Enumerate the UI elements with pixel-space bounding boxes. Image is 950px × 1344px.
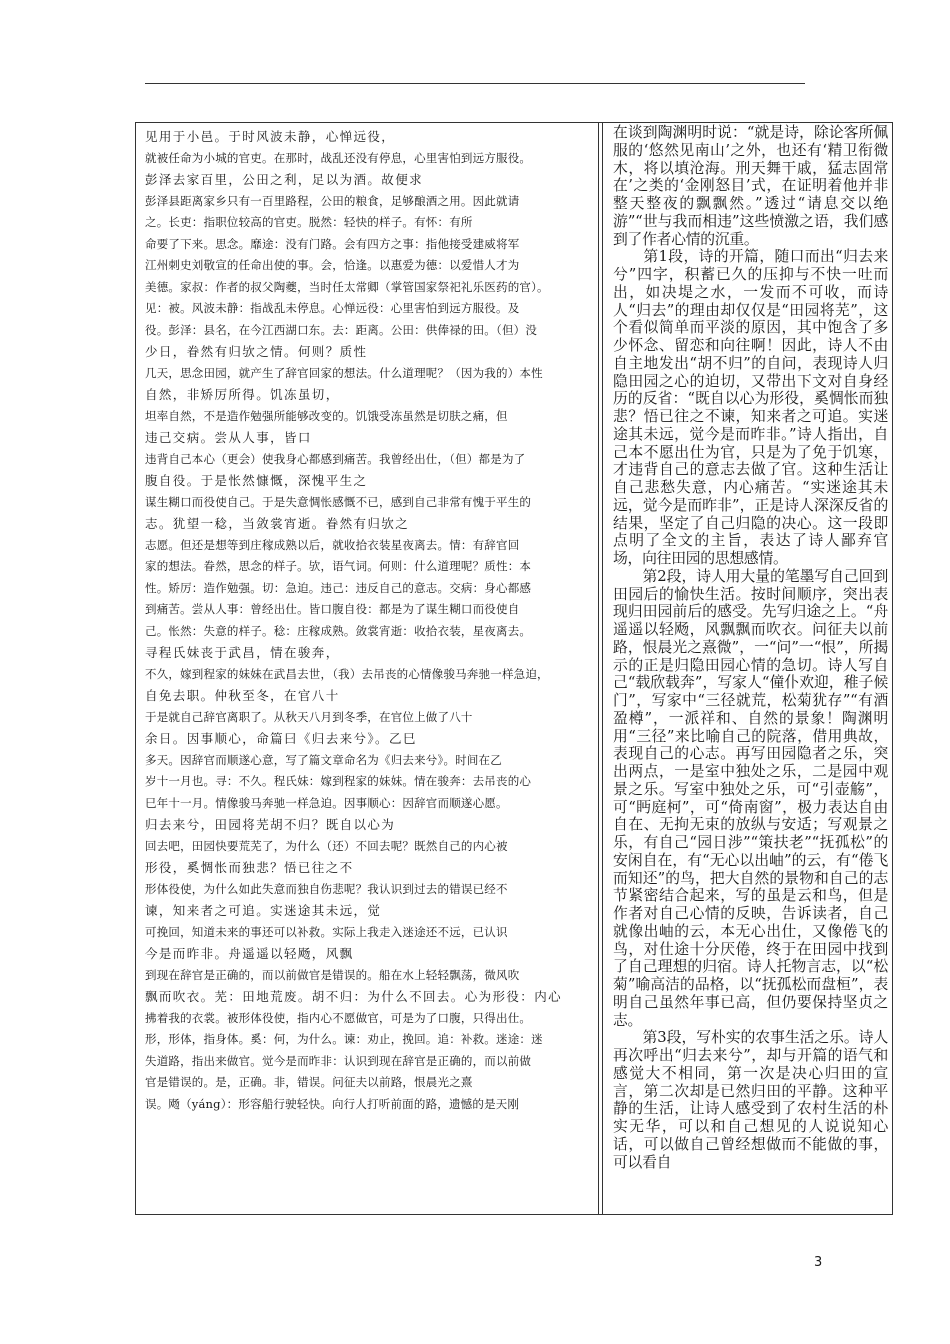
annotated-line: 违背自己本心（更会）使我身心都感到痛苦。我曾经出仕，（但）都是为了 [145, 451, 526, 466]
annotated-line: 谋生糊口而役使自己。于是失意惆怅感慨不已，感到自己非常有愧于平生的 [145, 494, 532, 509]
annotated-line: 自免去职。仲秋至冬，在官八十 [145, 688, 340, 703]
annotated-line: 美德。家叔：作者的叔父陶夔，当时任太常卿（掌管国家祭祀礼乐医药的官）。 [145, 279, 549, 294]
annotated-line: 巳年十一月。情像骏马奔驰一样急迫。因事顺心：因辞官而顺遂心愿。 [145, 795, 508, 810]
annotated-line: 见用于小邑。于时风波未静，心惮远役， [145, 129, 396, 144]
annotated-line: 家的想法。眷然，思念的样子。欤，语气词。何则：什么道理呢？质性：本 [145, 559, 532, 573]
annotated-line: 官是错误的。是，正确。非，错误。问征夫以前路，恨晨光之熹 [145, 1075, 473, 1089]
commentary-paragraph: 第1段，诗的开篇，随口而出“归去来兮”四字，积蓄已久的压抑与不快一吐而出，如决堤之水，一发而不可收，而诗人“归去”的理由却仅仅是“田园将芜”，这个看似简单而平淡的原因，其中饱含了多少怀念、留恋和向往啊！因此，诗人不由自主地发出“胡不归”的自问，表现诗人归隐田园之心的迫切，又带出下文对自身经历的反省：“既自以心为形役，奚惆怅而独悲？悟已往之不谏，知来者之可追。实迷途其未远，觉今是而昨非。”诗人指出，自己本不愿出仕为官，只是为了免于饥寒，才违背自己的意志去做了官。这种生活让自己悲愁失意，内心痛苦。“实迷途其未远，觉今是而昨非”，正是诗人深深反省的结果，坚定了自己归隐的决心。这一段即点明了全文的主旨，表达了诗人鄙弃官场，向往田园的思想感情。 [613, 248, 888, 567]
commentary-paragraph: 第3段，写朴实的农事生活之乐。诗人再次呼出“归去来兮”，却与开篇的语气和感觉大不相同，第一次是决心归田的宣言，第二次却是已然归田的平静。这种平静的生活，让诗人感受到了农村生活的朴实无华，可以和自己想见的人说说知心话，可以做自己曾经想做而不能做的事，可以看自 [613, 1029, 888, 1171]
annotated-line: 坦率自然，不是造作勉强所能够改变的。饥饿受冻虽然是切肤之痛，但 [145, 408, 508, 423]
header-rule [145, 83, 805, 84]
annotated-line: 彭泽县距离家乡只有一百里路程，公田的粮食，足够酿酒之用。因此就请 [145, 193, 520, 208]
annotated-line: 己。怅然：失意的样子。稔：庄稼成熟。敛裳宵逝：收拾衣装，星夜离去。 [145, 623, 532, 638]
annotated-line: 几天，思念田园，就产生了辞官回家的想法。什么道理呢？（因为我的）本性 [145, 365, 543, 380]
commentary-column [613, 124, 888, 1210]
annotated-line: 于是就自己辞官离职了。从秋天八月到冬季，在官位上做了八十 [145, 709, 473, 724]
annotated-line: 彭泽去家百里，公田之利，足以为酒。故便求 [145, 172, 424, 187]
annotated-line: 之。长吏：指职位较高的官吏。脱然：轻快的样子。有怀：有所 [145, 215, 473, 229]
annotated-line: 今是而昨非。舟遥遥以轻飏，风飘 [145, 946, 354, 961]
annotated-line: 误。飏（yáng）：形容船行驶轻快。向行人打听前面的路，遗憾的是天刚 [145, 1096, 520, 1111]
annotated-line: 自然，非矫厉所得。饥冻虽切， [145, 387, 340, 402]
annotated-line: 不久，嫁到程家的妹妹在武昌去世，（我）去吊丧的心情像骏马奔驰一样急迫， [145, 666, 549, 681]
annotated-line: 役。彭泽：县名，在今江西湖口东。去：距离。公田：供俸禄的田。（但）没 [145, 322, 538, 337]
annotated-line: 性。矫厉：造作勉强。切：急迫。违己：违反自己的意志。交病：身心都感 [145, 580, 532, 595]
page-number: 3 [814, 1255, 823, 1270]
commentary-paragraph: 第2段，诗人用大量的笔墨写自己回到田园后的愉快生活。按时间顺序，突出表现归田园前后的感受。先写归途之上。“舟遥遥以轻飏，风飘飘而吹衣。问征夫以前路，恨晨光之熹微”，一“问”一“恨”，所揭示的正是归隐田园心情的急切。诗人写自己“载欣载奔”，写家人“僮仆欢迎，稚子候门”，写家中“三径就荒，松菊犹存”“有酒盈樽”，一派祥和、自然的景象！陶渊明用“三径”来比喻自己的院落，借用典故，表现自己的心志。再写田园隐者之乐，突出两点，一是室中独处之乐，二是园中观景之乐。写室中独处之乐，可“引壶觞”，可“眄庭柯”，可“倚南窗”，极力表达自由自在、无拘无束的放纵与安适；写观景之乐，有自己“园日涉”“策扶老”“抚孤松”的安闲自在，有“无心以出岫”的云，有“倦飞而知还”的鸟，把大自然的景物和自己的志节紧密结合起来，写的虽是云和鸟，但是作者对自己心情的反映，告诉读者，自己就像出岫的云，本无心出仕，又像倦飞的鸟，对仕途十分厌倦，终于在田园中找到了自己理想的归宿。诗人托物言志，以“松菊”喻高洁的品格，以“抚孤松而盘桓”，表明自己虽然年事已高，但仍要保持坚贞之志。 [613, 567, 888, 1029]
annotated-line: 谏，知来者之可追。实迷途其未远，觉 [145, 903, 382, 918]
annotated-line: 失道路，指出来做官。觉今是而昨非：认识到现在辞官是正确的，而以前做 [145, 1053, 532, 1068]
annotated-line: 少日，眷然有归欤之情。何则？质性 [145, 344, 368, 359]
annotated-line: 余日。因事顺心，命篇曰《归去来兮》。乙巳 [145, 731, 417, 746]
annotated-line: 到现在辞官是正确的，而以前做官是错误的。船在水上轻轻飘荡，微风吹 [145, 967, 520, 982]
annotated-line: 岁十一月也。寻：不久。程氏妹：嫁到程家的妹妹。情在骏奔：去吊丧的心 [145, 774, 532, 788]
annotated-line: 违己交病。尝从人事，皆口 [145, 430, 312, 445]
annotated-line: 寻程氏妹丧于武昌，情在骏奔， [145, 645, 340, 660]
annotated-line: 多天。因辞官而顺遂心意，写了篇文章命名为《归去来兮》。时间在乙 [145, 752, 502, 767]
annotated-line: 命要了下来。思念。靡途：没有门路。会有四方之事：指他接受建威将军 [145, 236, 520, 251]
annotated-line: 腹自役。于是怅然慷慨，深愧平生之 [145, 473, 368, 488]
annotated-line: 可挽回，知道未来的事还可以补救。实际上我走入迷途还不远，已认识 [145, 924, 508, 939]
annotated-line: 飘而吹衣。芜：田地荒废。胡不归：为什么不回去。心为形役：内心 [145, 989, 563, 1004]
annotated-line: 江州刺史刘敬宣的任命出使的事。会，恰逢。以惠爱为德：以爱惜人才为 [145, 258, 520, 272]
annotated-line: 志。犹望一稔，当敛裳宵逝。眷然有归欤之 [145, 516, 410, 531]
annotated-line: 形役，奚惆怅而独悲？悟已往之不 [145, 860, 354, 875]
annotated-line: 到痛苦。尝从人事：曾经出仕。皆口腹自役：都是为了谋生糊口而役使自 [145, 602, 520, 616]
annotated-text-column [145, 126, 591, 1126]
annotated-line: 就被任命为小城的官吏。在那时，战乱还没有停息，心里害怕到远方服役。 [145, 150, 532, 165]
annotated-line: 形体役使，为什么如此失意而独自伤悲呢？我认识到过去的错误已经不 [145, 881, 508, 896]
annotated-line: 归去来兮，田园将芜胡不归？既自以心为 [145, 817, 396, 832]
column-divider [598, 122, 599, 1215]
annotated-line: 回去吧，田园快要荒芜了，为什么（还）不回去呢？既然自己的内心被 [145, 838, 508, 853]
annotated-line: 拂着我的衣裳。被形体役使，指内心不愿做官，可是为了口腹，只得出仕。 [145, 1010, 532, 1025]
column-divider-inner [602, 122, 603, 1215]
annotated-line: 见：被。风波未静：指战乱未停息。心惮远役：心里害怕到远方服役。及 [145, 301, 520, 315]
annotated-line: 形，形体，指身体。奚：何，为什么。谏：劝止，挽回。追：补救。迷途：迷 [145, 1032, 543, 1046]
annotated-line: 志愿。但还是想等到庄稼成熟以后，就收拾衣装星夜离去。情：有辞官回 [145, 537, 520, 552]
commentary-paragraph: 在谈到陶渊明时说：“就是诗，除论客所佩服的‘悠然见南山’之外，也还有‘精卫衔微木，将以填沧海。刑天舞干戚，猛志固常在’之类的‘金刚怒目’式，在证明着他并非整天整夜的飘飘然。”透过“请息交以绝游”“世与我而相违”这些愤激之语，我们感到了作者心情的沉重。 [613, 124, 888, 248]
